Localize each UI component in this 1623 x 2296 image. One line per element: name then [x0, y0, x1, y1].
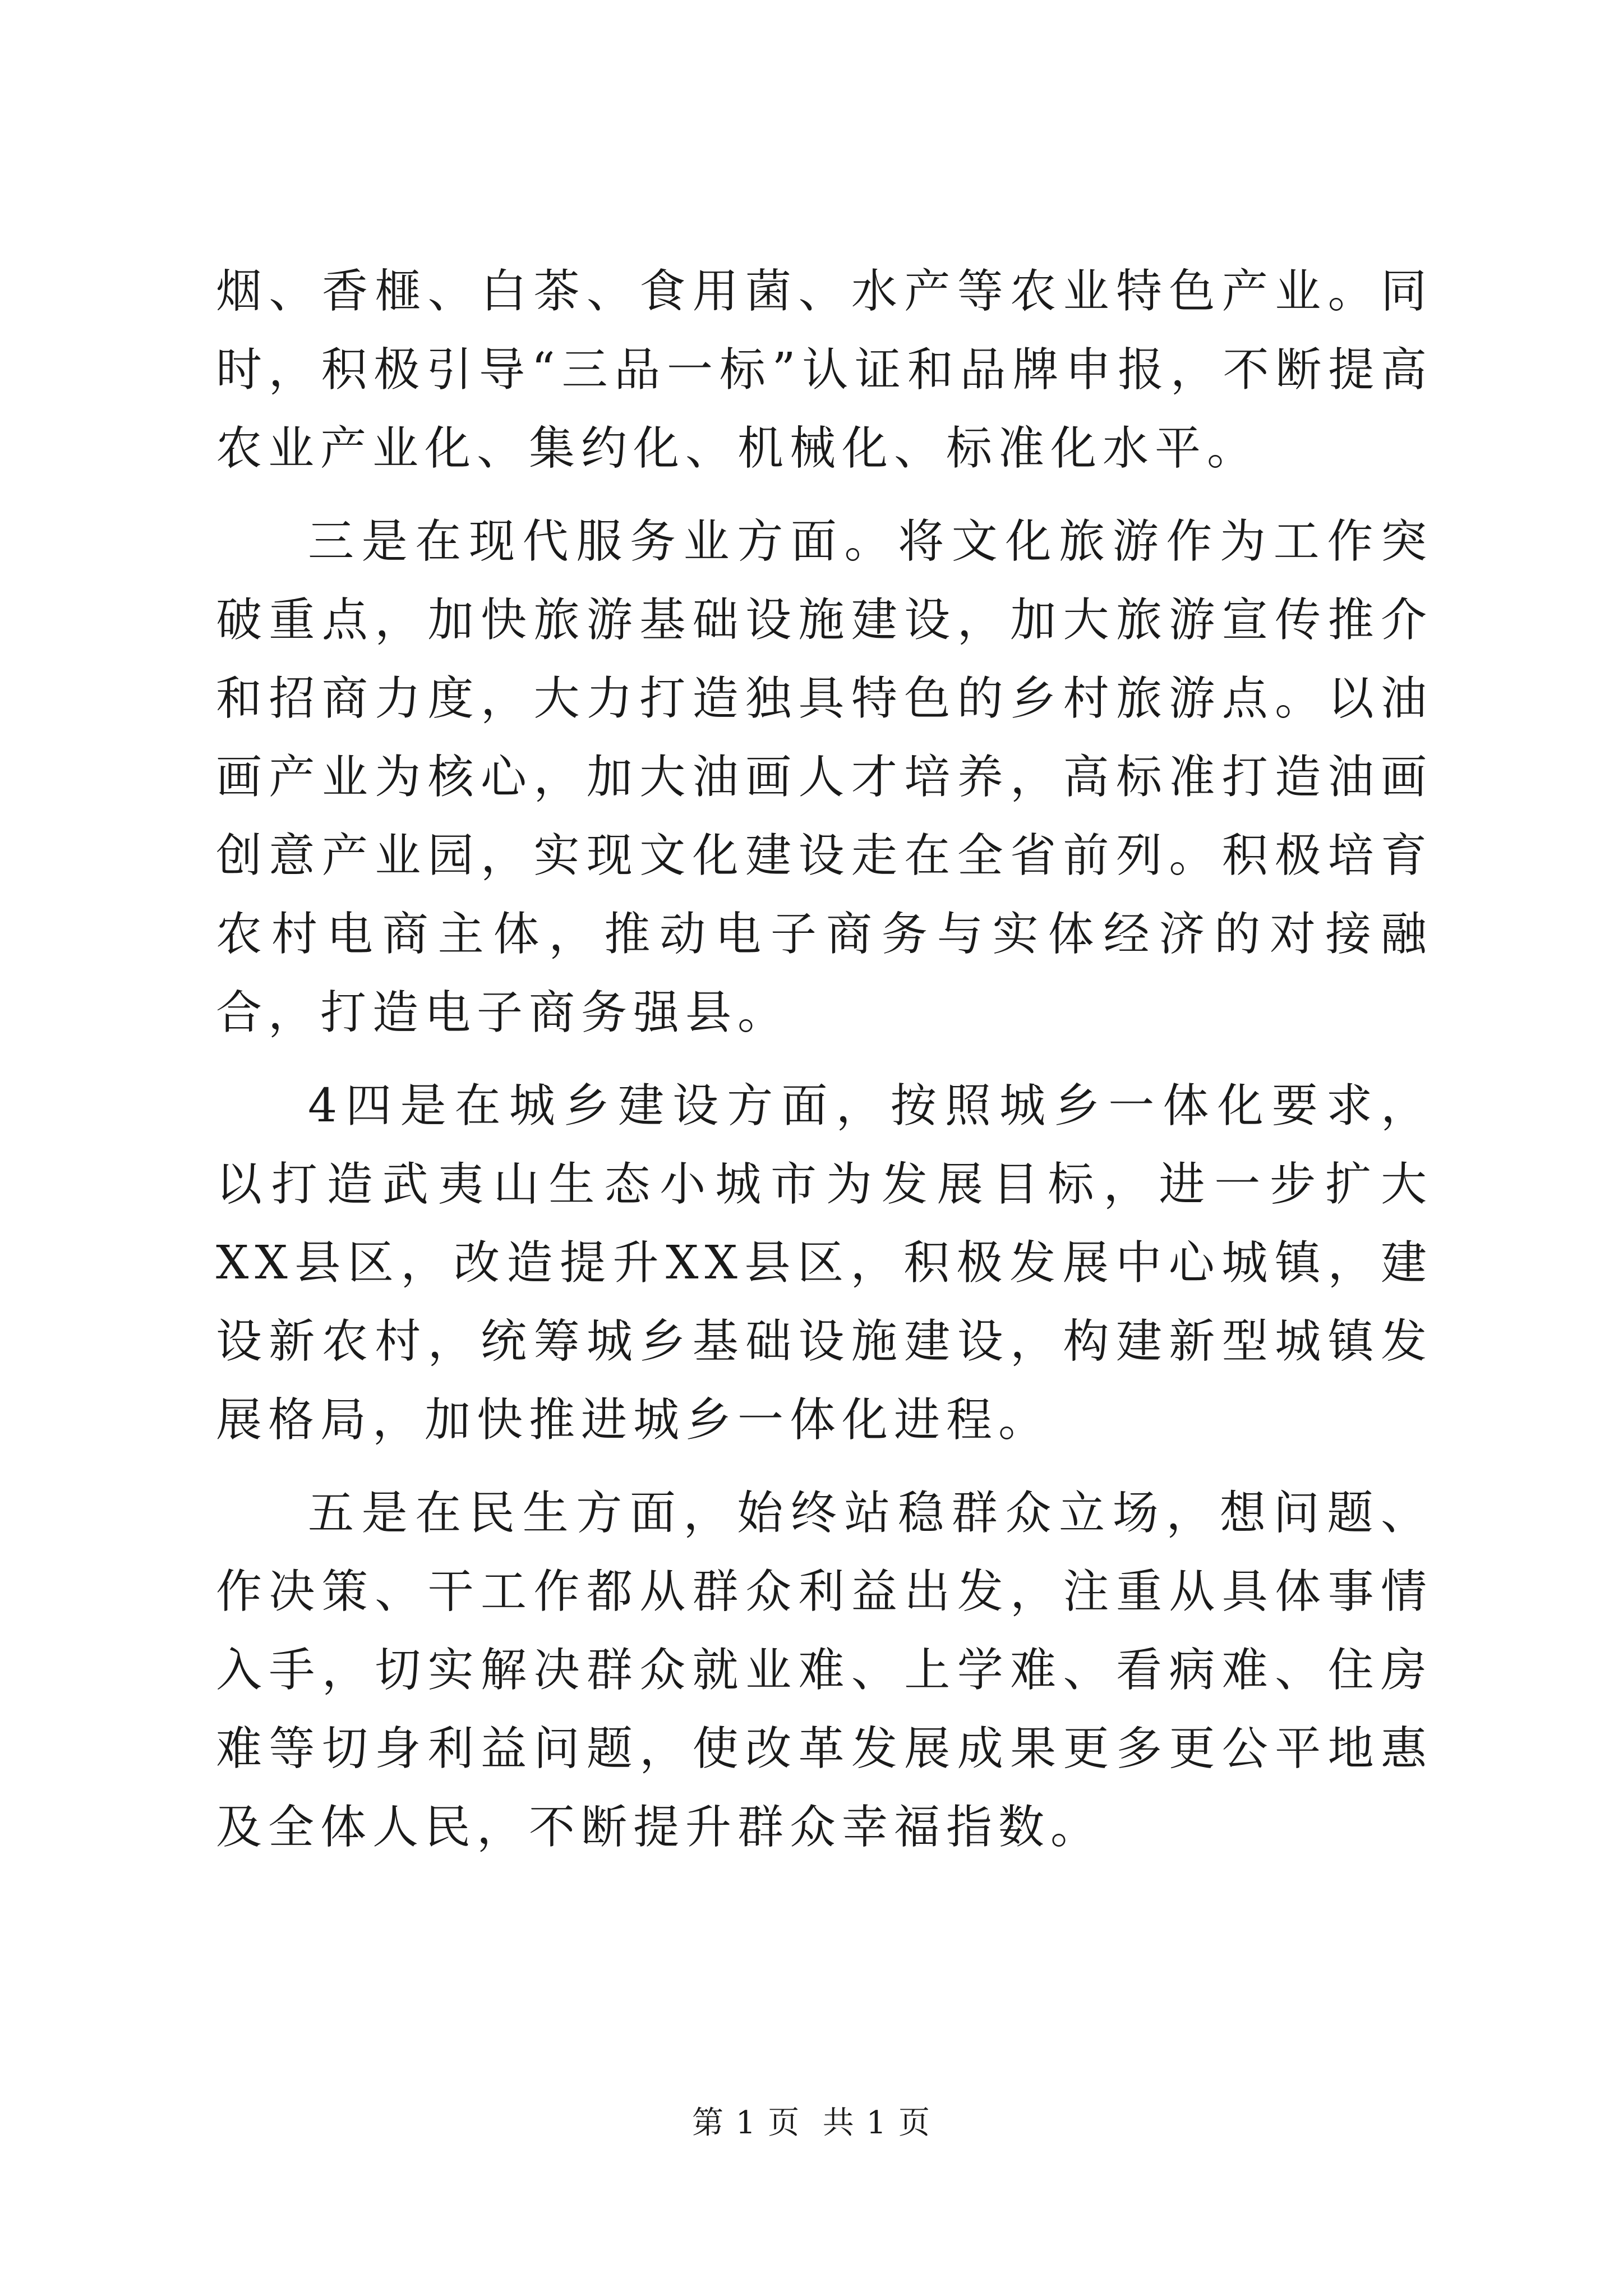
paragraph-continuation: 烟、香榧、白茶、食用菌、水产等农业特色产业。同时，积极引导“三品一标”认证和品牌申报，不断提高农业产业化、集约化、机械化、标准化水平。	[216, 265, 1433, 475]
paragraph-modern-services: 三是在现代服务业方面。将文化旅游作为工作突破重点，加快旅游基础设施建设，加大旅游宣传推介和招商力度，大力打造独具特色的乡村旅游点。以油画产业为核心，加大油画人才培养，高标准打造油画创意产业园，实现文化建设走在全省前列。积极培育农村电商主体，推动电子商务与实体经济的对接融合，打造电子商务强县。	[216, 515, 1433, 1039]
page-footer	[0, 2098, 1623, 2143]
page-number-label: 第 1 页 共 1 页	[691, 2105, 932, 2141]
paragraph-urban-rural-construction: 4四是在城乡建设方面，按照城乡一体化要求，以打造武夷山生态小城市为发展目标，进一步扩大XX县区，改造提升XX县区，积极发展中心城镇，建设新农村，统筹城乡基础设施建设，构建新型城镇发展格局，加快推进城乡一体化进程。	[216, 1079, 1433, 1447]
document-body	[216, 252, 1433, 1881]
paragraph-livelihood: 五是在民生方面，始终站稳群众立场，想问题、作决策、干工作都从群众利益出发，注重从具体事情入手，切实解决群众就业难、上学难、看病难、住房难等切身利益问题，使改革发展成果更多更公平地惠及全体人民，不断提升群众幸福指数。	[216, 1487, 1433, 1854]
